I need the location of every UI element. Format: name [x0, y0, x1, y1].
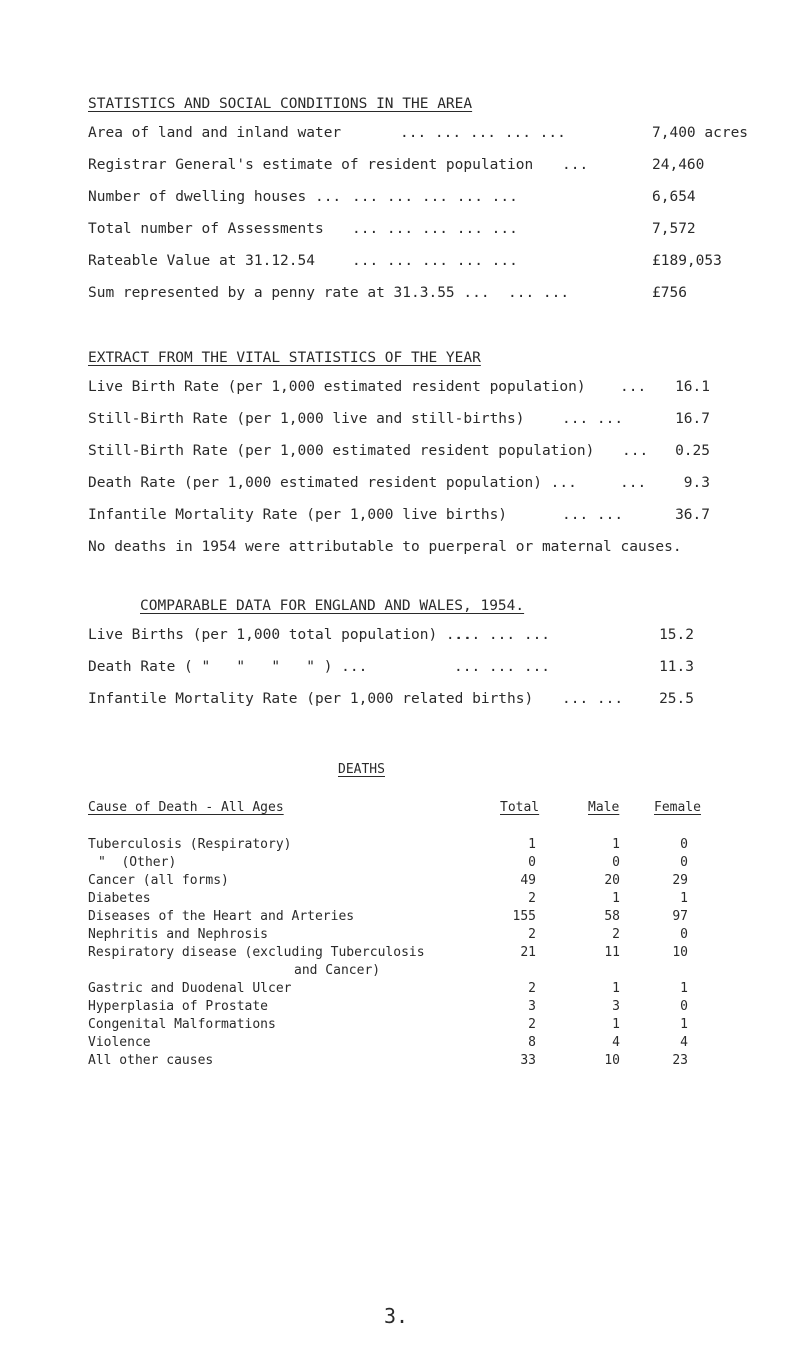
male-cell: 1 — [612, 981, 620, 996]
cause-cell: Hyperplasia of Prostate — [88, 999, 269, 1014]
female-cell: 1 — [680, 981, 688, 996]
col-header-total: Total — [500, 800, 540, 815]
comparable-heading: COMPARABLE DATA FOR ENGLAND AND WALES, 1954. — [140, 598, 525, 614]
total-cell: 0 — [528, 855, 536, 870]
total-cell: 49 — [520, 873, 536, 888]
cause-cell: " (Other) — [98, 855, 177, 870]
male-cell: 0 — [612, 855, 620, 870]
vital-row-value: 16.7 — [675, 411, 710, 427]
area-stats-heading: STATISTICS AND SOCIAL CONDITIONS IN THE AREA — [88, 96, 473, 112]
cause-cell: Violence — [88, 1035, 151, 1050]
female-cell: 4 — [680, 1035, 688, 1050]
vital-row-value: 36.7 — [675, 507, 710, 523]
vital-row-dots: ... — [620, 475, 647, 491]
comparable-row-label: Death Rate ( " " " " ) ... — [88, 659, 368, 675]
female-cell: 1 — [680, 1017, 688, 1032]
page-number: 3. — [384, 1304, 409, 1328]
deaths-heading: DEATHS — [338, 762, 385, 777]
total-cell: 2 — [528, 891, 536, 906]
vital-stats-heading: EXTRACT FROM THE VITAL STATISTICS OF THE YEAR — [88, 350, 481, 366]
total-cell: 2 — [528, 981, 536, 996]
cause-cell: All other causes — [88, 1053, 214, 1068]
male-cell: 1 — [612, 837, 620, 852]
vital-row-label: Still-Birth Rate (per 1,000 live and still-births) — [88, 411, 525, 427]
male-cell: 1 — [612, 891, 620, 906]
vital-row-value: 0.25 — [675, 443, 710, 459]
area-row-value: £189,053 — [652, 253, 722, 269]
female-cell: 10 — [672, 945, 688, 960]
area-row-dots: ... ... ... ... ... — [400, 125, 566, 141]
comparable-row-value: 11.3 — [659, 659, 694, 675]
total-cell: 2 — [528, 1017, 536, 1032]
area-row-dots: ... ... ... ... ... — [352, 189, 518, 205]
area-row-label: Sum represented by a penny rate at 31.3.55 ... — [88, 285, 490, 301]
male-cell: 3 — [612, 999, 620, 1014]
total-cell: 1 — [528, 837, 536, 852]
vital-row-label: Still-Birth Rate (per 1,000 estimated resident population) — [88, 443, 595, 459]
vital-row-value: 9.3 — [683, 475, 710, 491]
female-cell: 0 — [680, 855, 688, 870]
female-cell: 0 — [680, 927, 688, 942]
vital-row-value: 16.1 — [675, 379, 710, 395]
col-header-female: Female — [654, 800, 701, 815]
total-cell: 21 — [520, 945, 536, 960]
vital-row-label: Live Birth Rate (per 1,000 estimated resident population) — [88, 379, 586, 395]
total-cell: 3 — [528, 999, 536, 1014]
male-cell: 20 — [604, 873, 620, 888]
vital-row-dots: ... ... — [562, 507, 624, 523]
male-cell: 10 — [604, 1053, 620, 1068]
area-row-label: Rateable Value at 31.12.54 — [88, 253, 315, 269]
vital-row-label: Infantile Mortality Rate (per 1,000 live births) — [88, 507, 508, 523]
area-row-value: 7,400 acres — [652, 125, 749, 141]
cause-cell: Cancer (all forms) — [88, 873, 229, 888]
comparable-row-dots: ... ... — [562, 691, 624, 707]
female-cell: 1 — [680, 891, 688, 906]
vital-row-dots: ... — [620, 379, 647, 395]
vital-note: No deaths in 1954 were attributable to puerperal or maternal causes. — [88, 539, 682, 555]
male-cell: 2 — [612, 927, 620, 942]
total-cell: 8 — [528, 1035, 536, 1050]
male-cell: 11 — [604, 945, 620, 960]
area-row-value: 24,460 — [652, 157, 705, 173]
area-row-value: 6,654 — [652, 189, 696, 205]
male-cell: 1 — [612, 1017, 620, 1032]
female-cell: 29 — [672, 873, 688, 888]
female-cell: 23 — [672, 1053, 688, 1068]
cause-cell: Gastric and Duodenal Ulcer — [88, 981, 292, 996]
area-row-dots: ... ... ... ... ... — [352, 221, 518, 237]
male-cell: 58 — [604, 909, 620, 924]
female-cell: 0 — [680, 837, 688, 852]
col-header-male: Male — [588, 800, 620, 815]
area-row-dots: ... — [562, 157, 589, 173]
area-row-label: Registrar General's estimate of resident population — [88, 157, 534, 173]
comparable-row-value: 15.2 — [659, 627, 694, 643]
col-header-cause: Cause of Death - All Ages — [88, 800, 284, 815]
area-row-dots: ... ... ... ... ... — [352, 253, 518, 269]
area-row-label: Total number of Assessments — [88, 221, 324, 237]
total-cell: 33 — [520, 1053, 536, 1068]
area-row-dots: ... ... — [508, 285, 570, 301]
comparable-row-value: 25.5 — [659, 691, 694, 707]
area-row-value: 7,572 — [652, 221, 696, 237]
total-cell: 155 — [512, 909, 536, 924]
total-cell: 2 — [528, 927, 536, 942]
female-cell: 97 — [672, 909, 688, 924]
female-cell: 0 — [680, 999, 688, 1014]
area-row-label: Number of dwelling houses ... — [88, 189, 342, 205]
vital-row-label: Death Rate (per 1,000 estimated resident population) ... — [88, 475, 577, 491]
comparable-row-dots: ... ... ... — [454, 659, 551, 675]
male-cell: 4 — [612, 1035, 620, 1050]
comparable-row-label: Live Births (per 1,000 total population) ... — [88, 627, 473, 643]
area-row-label: Area of land and inland water — [88, 125, 342, 141]
cause-cell: Congenital Malformations — [88, 1017, 276, 1032]
cause-cell: Diabetes — [88, 891, 151, 906]
cause-cell: Diseases of the Heart and Arteries — [88, 909, 355, 924]
vital-row-dots: ... ... — [562, 411, 624, 427]
comparable-row-dots: ... ... ... — [454, 627, 551, 643]
cause-cell-continued: and Cancer) — [294, 963, 381, 978]
cause-cell: Tuberculosis (Respiratory) — [88, 837, 292, 852]
area-row-value: £756 — [652, 285, 687, 301]
cause-cell: Respiratory disease (excluding Tuberculosis — [88, 945, 425, 960]
cause-cell: Nephritis and Nephrosis — [88, 927, 269, 942]
vital-row-dots: ... — [622, 443, 649, 459]
comparable-row-label: Infantile Mortality Rate (per 1,000 related births) — [88, 691, 534, 707]
